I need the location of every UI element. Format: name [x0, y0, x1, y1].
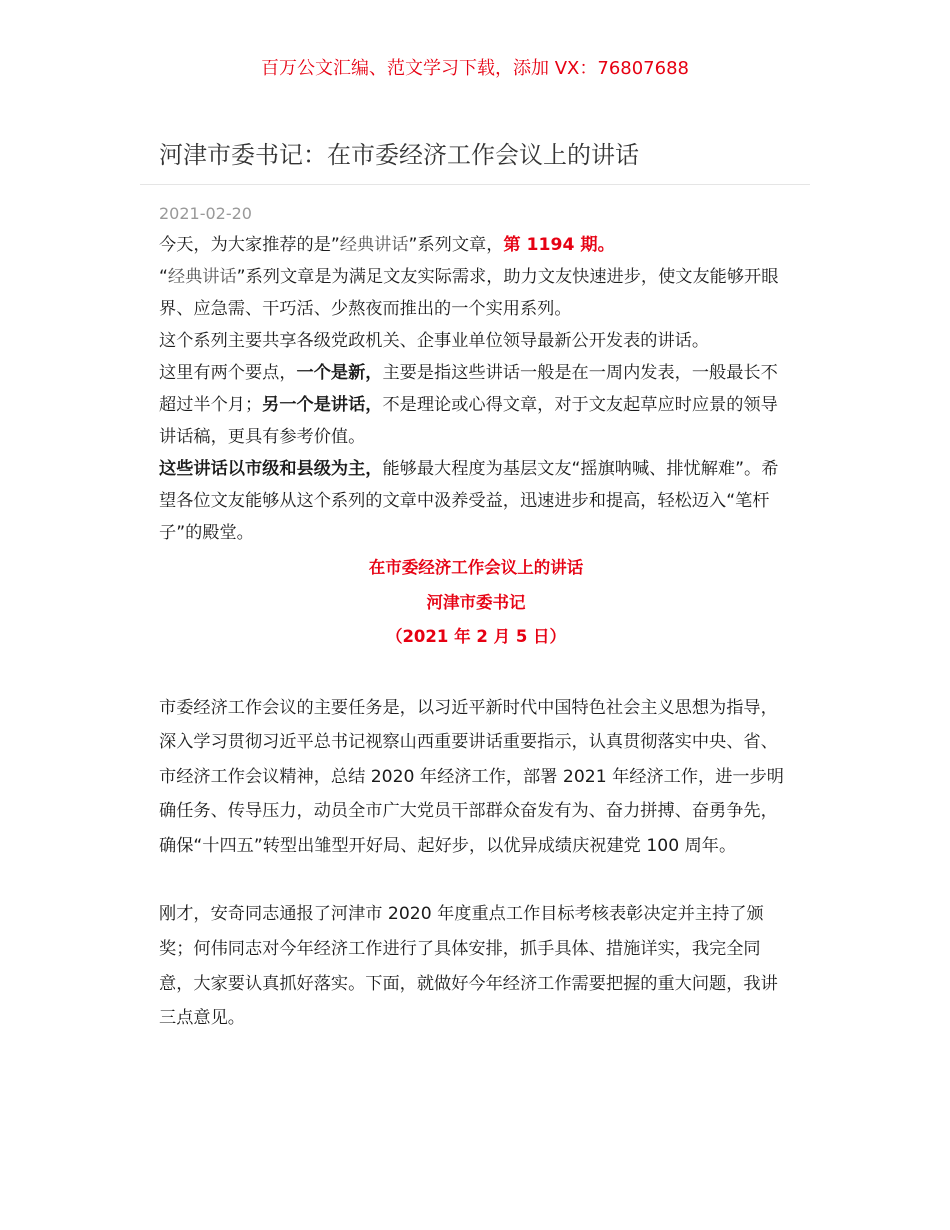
series-name: 经典讲话 [167, 267, 237, 287]
intro-paragraph-2 [159, 261, 793, 325]
intro-text: 这里有两个要点， [159, 363, 297, 383]
body-paragraph-1: 市委经济工作会议的主要任务是，以习近平新时代中国特色社会主义思想为指导，深入学习贯彻习近平总书记视察山西重要讲话重要指示，认真贯彻落实中央、省、市经济工作会议精神，总结 2020 年经济工作，部署 2021 年经济工作，进一步明确任务、传导压力，动员全市广大党员干部群众奋发有为、奋力拼搏、奋勇争先，确保“十四五”转型出雏型开好局、起好步，以优异成绩庆祝建党 100 周年。 [159, 697, 784, 856]
intro-paragraph-1 [159, 229, 793, 261]
intro-paragraph-4 [159, 357, 793, 453]
intro-text: 能够最大程度为基层文友“摇旗呐喊、排忧解难”。希望各位文友能够从这个系列的文章中汲养受益，迅速进步和提高，轻松迈入“笔杆子”的殿堂。 [159, 459, 779, 543]
key-point-new: 一个是新， [296, 363, 383, 383]
speech-title: 在市委经济工作会议上的讲话 [368, 558, 584, 577]
intro-paragraph-3: 这个系列主要共享各级党政机关、企事业单位领导最新公开发表的讲话。 [159, 331, 710, 351]
header-banner: 百万公文汇编、范文学习下载，添加 VX：76807688 [261, 58, 689, 79]
spacer [159, 655, 793, 691]
speech-heading [159, 551, 793, 655]
spacer [159, 863, 793, 897]
page-title: 河津市委书记：在市委经济工作会议上的讲话 [159, 141, 639, 169]
intro-text: ”系列文章是为满足文友实际需求，助力文友快速进步，使文友能够开眼界、应急需、干巧活、少熬夜而推出的一个实用系列。 [159, 267, 779, 319]
title-divider [140, 184, 810, 185]
body-paragraph-2: 刚才，安奇同志通报了河津市 2020 年度重点工作目标考核表彰决定并主持了颁奖；何伟同志对今年经济工作进行了具体安排，抓手具体、措施详实，我完全同意，大家要认真抓好落实。下面，就做好今年经济工作需要把握的重大问题，我讲三点意见。 [159, 904, 778, 1029]
issue-number: 第 1194 期。 [503, 235, 615, 255]
speech-date: （2021 年 2 月 5 日） [385, 627, 567, 646]
intro-text: ”系列文章， [408, 235, 504, 255]
intro-text: 今天，为大家推荐的是” [159, 235, 340, 255]
intro-text: 不是理论或心得文章，对于文友起草应时应景的领导讲话稿，更具有参考价值。 [159, 395, 778, 447]
intro-text: 主要是指这些讲话一般是在一周内发表，一般最长不超过半个月； [159, 363, 778, 415]
key-point-level: 这些讲话以市级和县级为主， [159, 459, 383, 479]
series-name: 经典讲话 [339, 235, 409, 255]
speech-author: 河津市委书记 [426, 592, 526, 612]
intro-paragraph-5 [159, 453, 793, 549]
intro-text: “ [159, 267, 168, 287]
article-content [159, 229, 793, 1036]
publish-date: 2021-02-20 [159, 204, 252, 223]
key-point-speech: 另一个是讲话， [262, 395, 383, 415]
